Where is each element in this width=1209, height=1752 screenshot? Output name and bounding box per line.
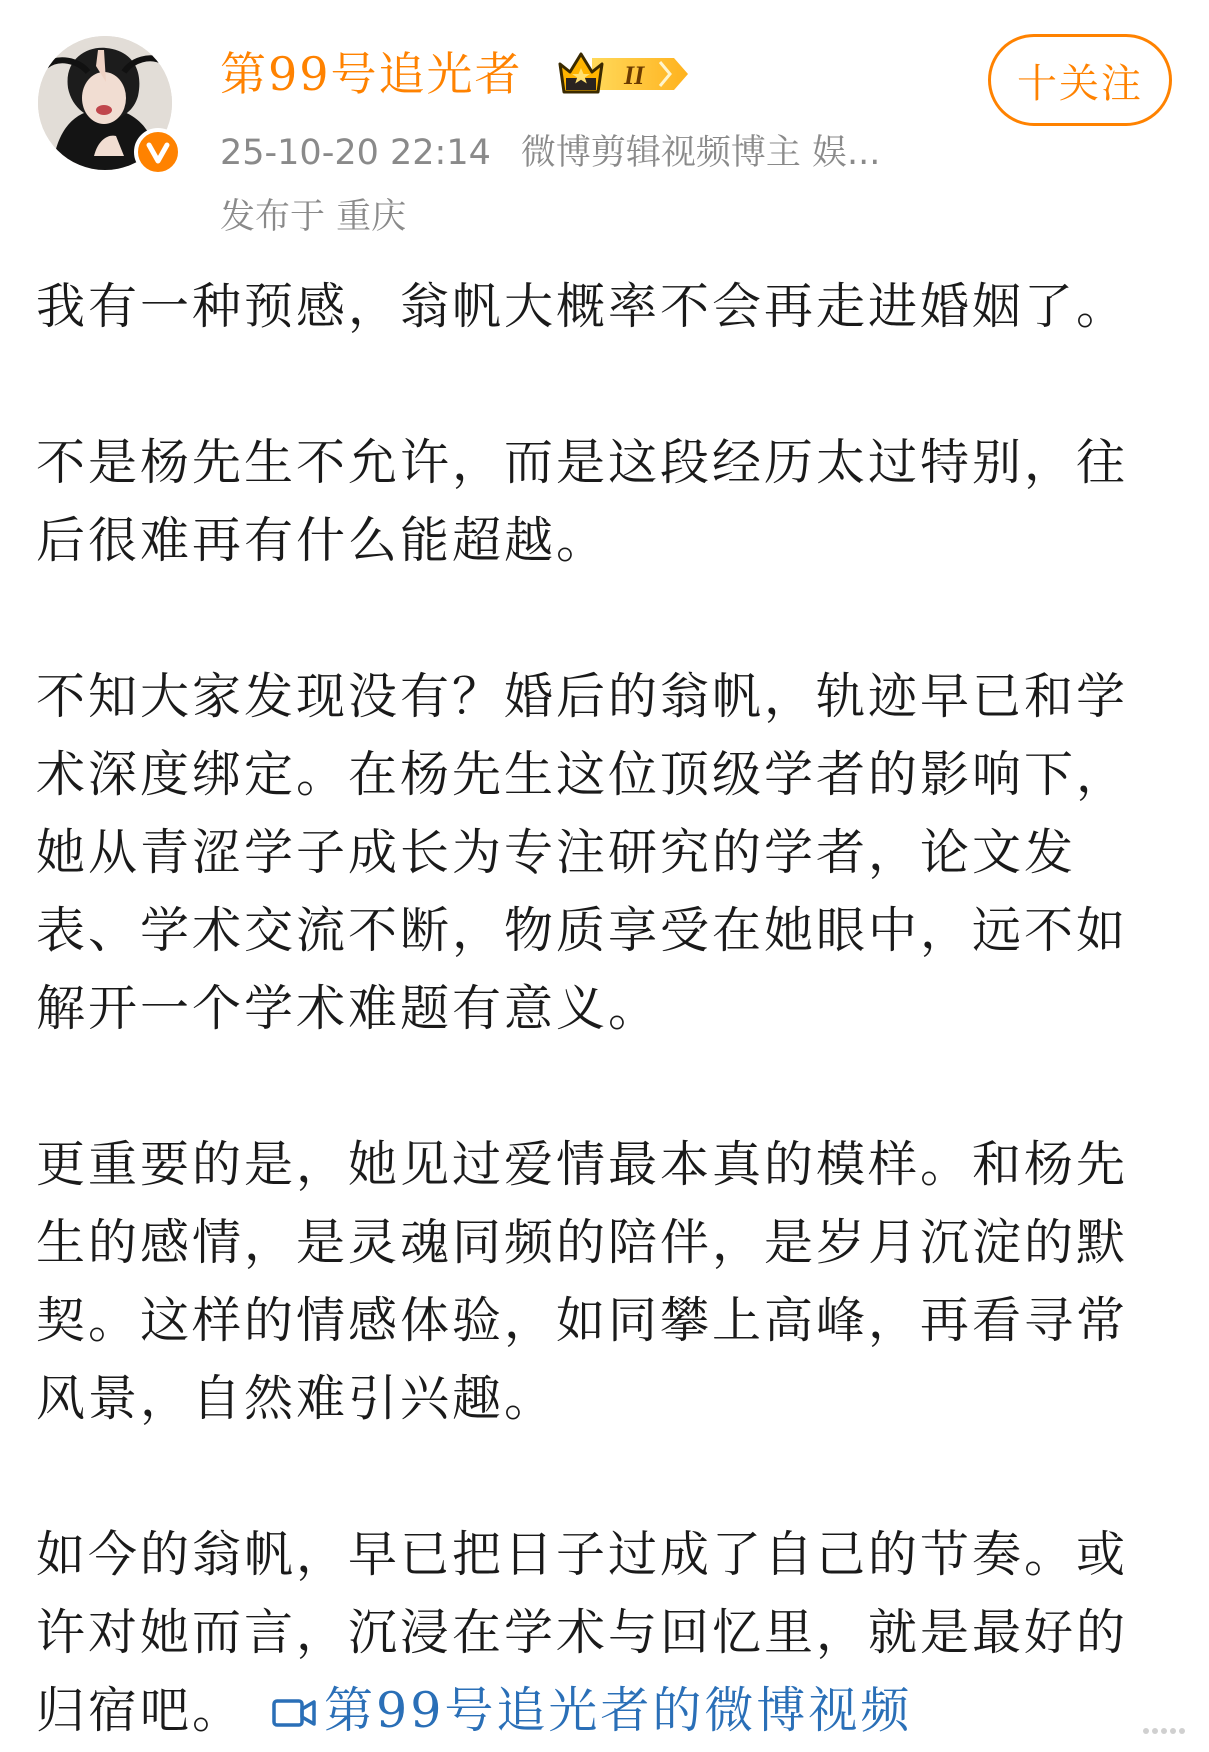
text-line: 不是杨先生不允许，而是这段经历太过特别，往 xyxy=(36,434,1129,491)
text-line: 归宿吧。 xyxy=(36,1682,245,1739)
text-line: 契。这样的情感体验，如同攀上高峰，再看寻常 xyxy=(36,1292,1129,1349)
verified-badge-icon xyxy=(134,128,182,176)
paragraph-5 xyxy=(36,1516,1186,1752)
vip-crown-icon[interactable] xyxy=(556,48,690,100)
text-line-with-link xyxy=(36,1672,1186,1752)
paragraph-2 xyxy=(36,424,1186,580)
text-line: 我有一种预感，翁帆大概率不会再走进婚姻了。 xyxy=(36,278,1129,335)
watermark-dots xyxy=(1141,1724,1191,1738)
video-link[interactable] xyxy=(272,1682,912,1739)
username[interactable]: 第99号追光者 xyxy=(220,47,523,101)
post-timestamp: 25-10-20 22:14 xyxy=(220,133,491,173)
paragraph-4 xyxy=(36,1126,1186,1438)
text-line: 后很难再有什么能超越。 xyxy=(36,512,609,569)
paragraph-3 xyxy=(36,658,1186,1048)
text-line: 解开一个学术难题有意义。 xyxy=(36,980,661,1037)
text-line: 风景，自然难引兴趣。 xyxy=(36,1370,557,1427)
text-line: 表、学术交流不断，物质享受在她眼中，远不如 xyxy=(36,902,1129,959)
post-location: 发布于 重庆 xyxy=(220,197,407,237)
paragraph-1 xyxy=(36,268,1186,346)
post-source[interactable]: 微博剪辑视频博主 娱... xyxy=(520,133,881,173)
text-line: 她从青涩学子成长为专注研究的学者，论文发 xyxy=(36,824,1077,881)
text-line: 不知大家发现没有？婚后的翁帆，轨迹早已和学 xyxy=(36,668,1129,725)
vip-level-text: II xyxy=(624,61,645,90)
text-line: 术深度绑定。在杨先生这位顶级学者的影响下， xyxy=(36,746,1129,803)
avatar[interactable] xyxy=(38,36,178,176)
video-link-text[interactable]: 第99号追光者的微博视频 xyxy=(324,1682,913,1739)
post-content xyxy=(36,268,1186,1752)
video-camera-icon xyxy=(272,1676,316,1752)
follow-button[interactable]: 十关注 xyxy=(988,34,1172,126)
text-line: 生的感情，是灵魂同频的陪伴，是岁月沉淀的默 xyxy=(36,1214,1129,1271)
text-line: 许对她而言，沉浸在学术与回忆里，就是最好的 xyxy=(36,1604,1129,1661)
post-meta xyxy=(220,130,880,176)
text-line: 更重要的是，她见过爱情最本真的模样。和杨先 xyxy=(36,1136,1129,1193)
text-line: 如今的翁帆，早已把日子过成了自己的节奏。或 xyxy=(36,1526,1129,1583)
